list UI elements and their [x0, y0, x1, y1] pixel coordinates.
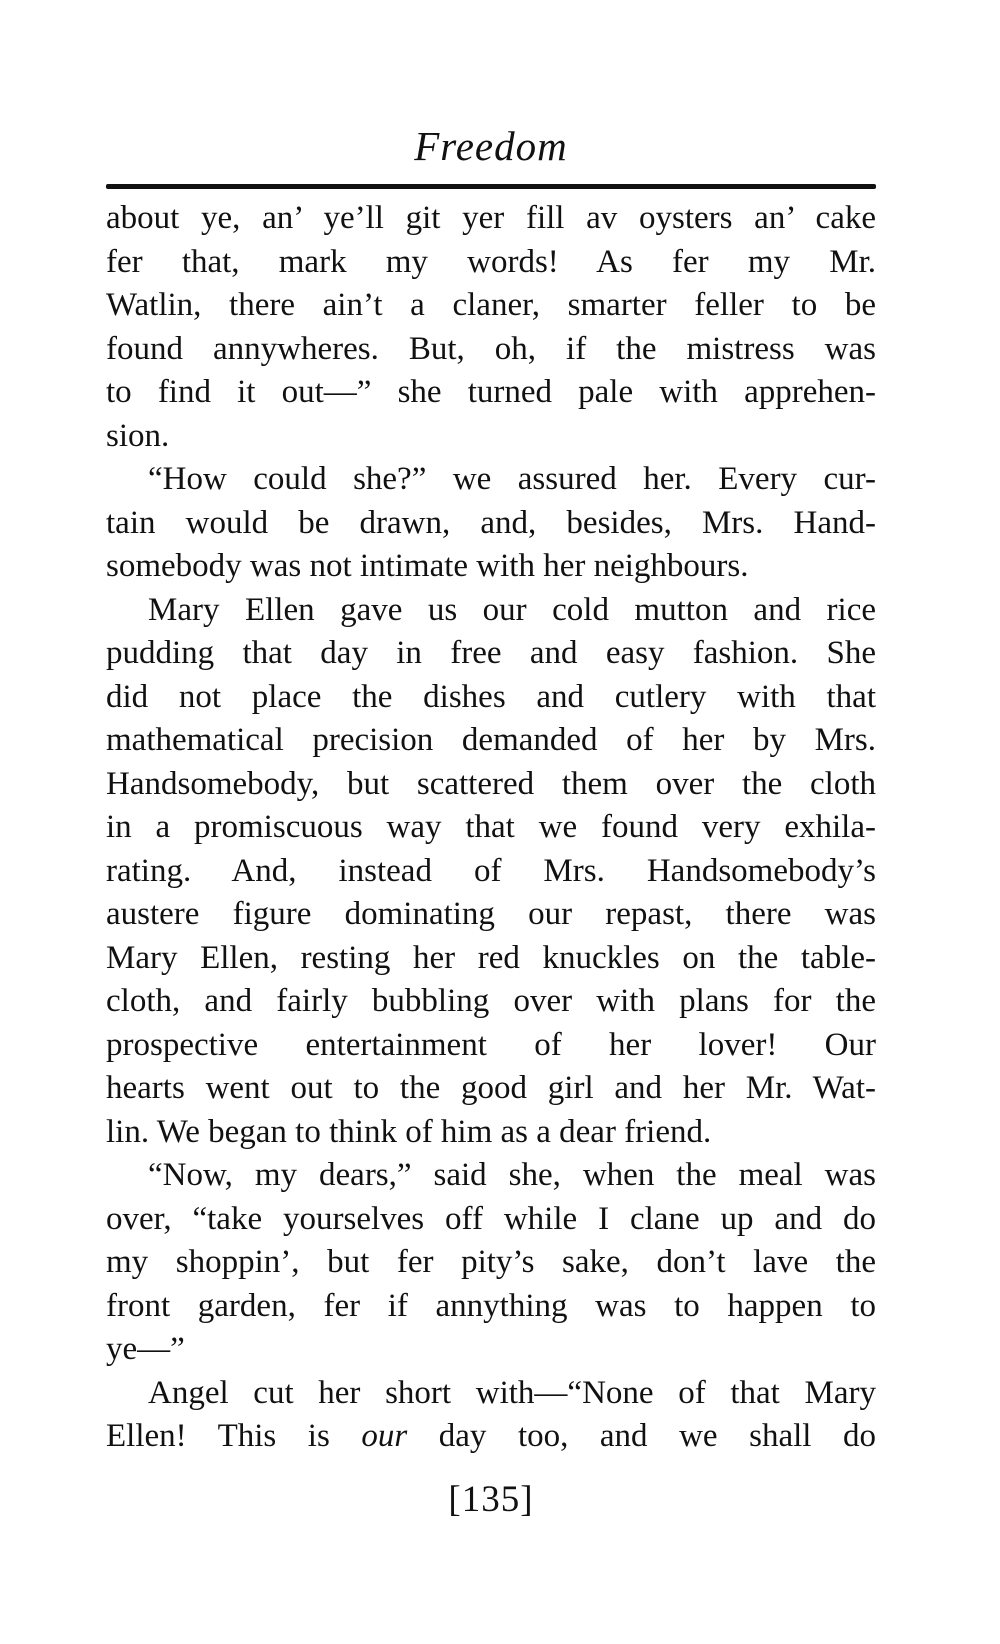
text-run: day too, and we shall do	[407, 1418, 876, 1454]
running-head: Freedom	[414, 123, 568, 169]
text-line: cloth, and fairly bubbling over with plans for the	[106, 983, 876, 1019]
text-line: tain would be drawn, and, besides, Mrs. Hand-	[106, 504, 876, 541]
text-line: Watlin, there ain’t a claner, smarter feller to be	[106, 287, 876, 323]
page-number: [135]	[448, 1479, 534, 1520]
paragraph-2	[106, 458, 876, 589]
text-line: front garden, fer if annything was to happen to	[106, 1287, 876, 1324]
paragraph-3	[106, 589, 876, 1155]
text-line: in a promiscuous way that we found very exhila-	[106, 809, 876, 845]
text-line: “How could she?” we assured her. Every cur-	[148, 461, 876, 497]
text-line: somebody was not intimate with her neighbours.	[106, 548, 749, 584]
text-line: hearts went out to the good girl and her Mr. Wat-	[106, 1070, 876, 1106]
text-line: over, “take yourselves off while I clane up and do	[106, 1200, 876, 1237]
text-line	[106, 1415, 876, 1459]
text-line: “Now, my dears,” said she, when the meal was	[148, 1157, 876, 1193]
text-run: Ellen! This is	[106, 1418, 362, 1454]
header-rule	[106, 184, 876, 189]
text-line: Angel cut her short with—“None of that Mary	[148, 1374, 876, 1411]
text-line: austere figure dominating our repast, there was	[106, 896, 876, 932]
paragraph-1	[106, 197, 876, 458]
text-line: mathematical precision demanded of her by Mrs.	[106, 722, 876, 758]
paragraph-5	[106, 1372, 876, 1459]
text-line: Mary Ellen, resting her red knuckles on the table-	[106, 939, 876, 976]
text-line: sion.	[106, 417, 170, 454]
text-line: about ye, an’ ye’ll git yer fill av oysters an’ cake	[106, 200, 876, 236]
text-line: rating. And, instead of Mrs. Handsomebody’s	[106, 852, 876, 889]
text-line: found annywheres. But, oh, if the mistress was	[106, 330, 876, 367]
paragraph-4	[106, 1154, 876, 1372]
text-line: pudding that day in free and easy fashion. She	[106, 635, 876, 671]
text-line: ye—”	[106, 1331, 185, 1367]
text-line: prospective entertainment of her lover! Our	[106, 1026, 876, 1063]
text-line: my shoppin’, but fer pity’s sake, don’t lave the	[106, 1244, 876, 1280]
text-line: fer that, mark my words! As fer my Mr.	[106, 243, 876, 280]
text-line: Handsomebody, but scattered them over the cloth	[106, 765, 876, 802]
text-line: lin. We began to think of him as a dear friend.	[106, 1113, 712, 1150]
italic-emphasis: our	[361, 1418, 408, 1454]
text-line: Mary Ellen gave us our cold mutton and rice	[148, 591, 876, 628]
text-line: to find it out—” she turned pale with apprehen-	[106, 374, 876, 410]
body-text	[106, 197, 876, 1459]
text-line: did not place the dishes and cutlery with that	[106, 678, 876, 715]
